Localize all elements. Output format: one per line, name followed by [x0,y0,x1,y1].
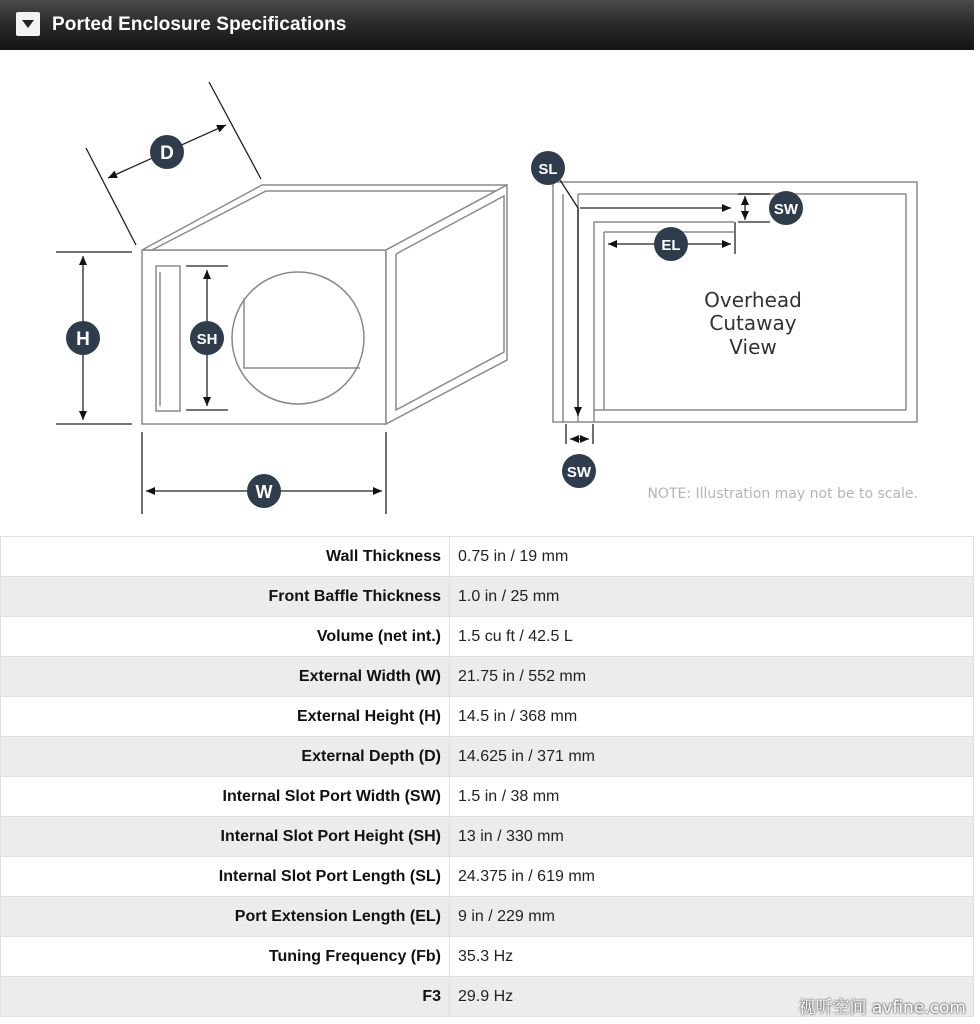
section-title: Ported Enclosure Specifications [52,14,347,35]
spec-row [1,617,974,657]
d-extension-left [86,148,136,245]
spec-value: 1.0 in / 25 mm [450,577,974,617]
spec-value: 35.3 Hz [450,937,974,977]
specs-table-body [1,537,974,1017]
spec-row [1,537,974,577]
front-face [142,250,386,424]
spec-label: Wall Thickness [1,537,450,577]
badge-el [654,227,688,261]
badge-sw-top [769,191,803,225]
badge-d [150,135,184,169]
view-label-line-3: View [729,335,777,359]
view-label-line-2: Cutaway [709,311,797,335]
spec-label: Tuning Frequency (Fb) [1,937,450,977]
spec-row [1,937,974,977]
spec-value: 14.625 in / 371 mm [450,737,974,777]
spec-label: Volume (net int.) [1,617,450,657]
spec-label: Front Baffle Thickness [1,577,450,617]
spec-row [1,577,974,617]
badge-h-label: H [76,329,90,350]
badge-sw-bottom [562,454,596,488]
spec-row [1,737,974,777]
spec-label: External Depth (D) [1,737,450,777]
spec-value: 14.5 in / 368 mm [450,697,974,737]
badge-d-label: D [160,143,174,164]
badge-sh-label: SH [196,331,218,348]
badge-h [66,321,100,355]
badge-sl [531,151,565,185]
watermark: 视听空间 avfine.com [798,998,966,1018]
spec-label: Port Extension Length (EL) [1,897,450,937]
spec-value: 0.75 in / 19 mm [450,537,974,577]
spec-row [1,897,974,937]
spec-value: 1.5 in / 38 mm [450,777,974,817]
badge-el-label: EL [661,237,681,254]
spec-row [1,777,974,817]
spec-label: Internal Slot Port Height (SH) [1,817,450,857]
spec-label: External Width (W) [1,657,450,697]
enclosure-3d-view [142,185,507,424]
spec-label: Internal Slot Port Width (SW) [1,777,450,817]
specs-table [0,536,974,1017]
d-extension-right [209,82,261,179]
spec-row [1,817,974,857]
badge-sh [190,321,224,355]
spec-value: 1.5 cu ft / 42.5 L [450,617,974,657]
scale-note: NOTE: Illustration may not be to scale. [647,486,918,502]
badge-sw-bottom-label: SW [566,464,592,481]
section-header [0,0,974,50]
triangle-down-icon [16,12,40,36]
view-label-line-1: Overhead [704,288,802,312]
spec-label: External Height (H) [1,697,450,737]
spec-row [1,657,974,697]
spec-value: 13 in / 330 mm [450,817,974,857]
badge-w-label: W [255,482,273,502]
spec-value: 29.9 Hz [450,977,974,1017]
spec-value: 21.75 in / 552 mm [450,657,974,697]
badge-sl-label: SL [538,161,558,178]
spec-value: 24.375 in / 619 mm [450,857,974,897]
badge-w [247,474,281,508]
collapse-toggle-button[interactable] [16,12,40,36]
enclosure-diagram [0,50,974,536]
spec-label: Internal Slot Port Length (SL) [1,857,450,897]
spec-row [1,857,974,897]
spec-label: F3 [1,977,450,1017]
spec-row [1,697,974,737]
badge-sw-top-label: SW [773,201,799,218]
spec-value: 9 in / 229 mm [450,897,974,937]
